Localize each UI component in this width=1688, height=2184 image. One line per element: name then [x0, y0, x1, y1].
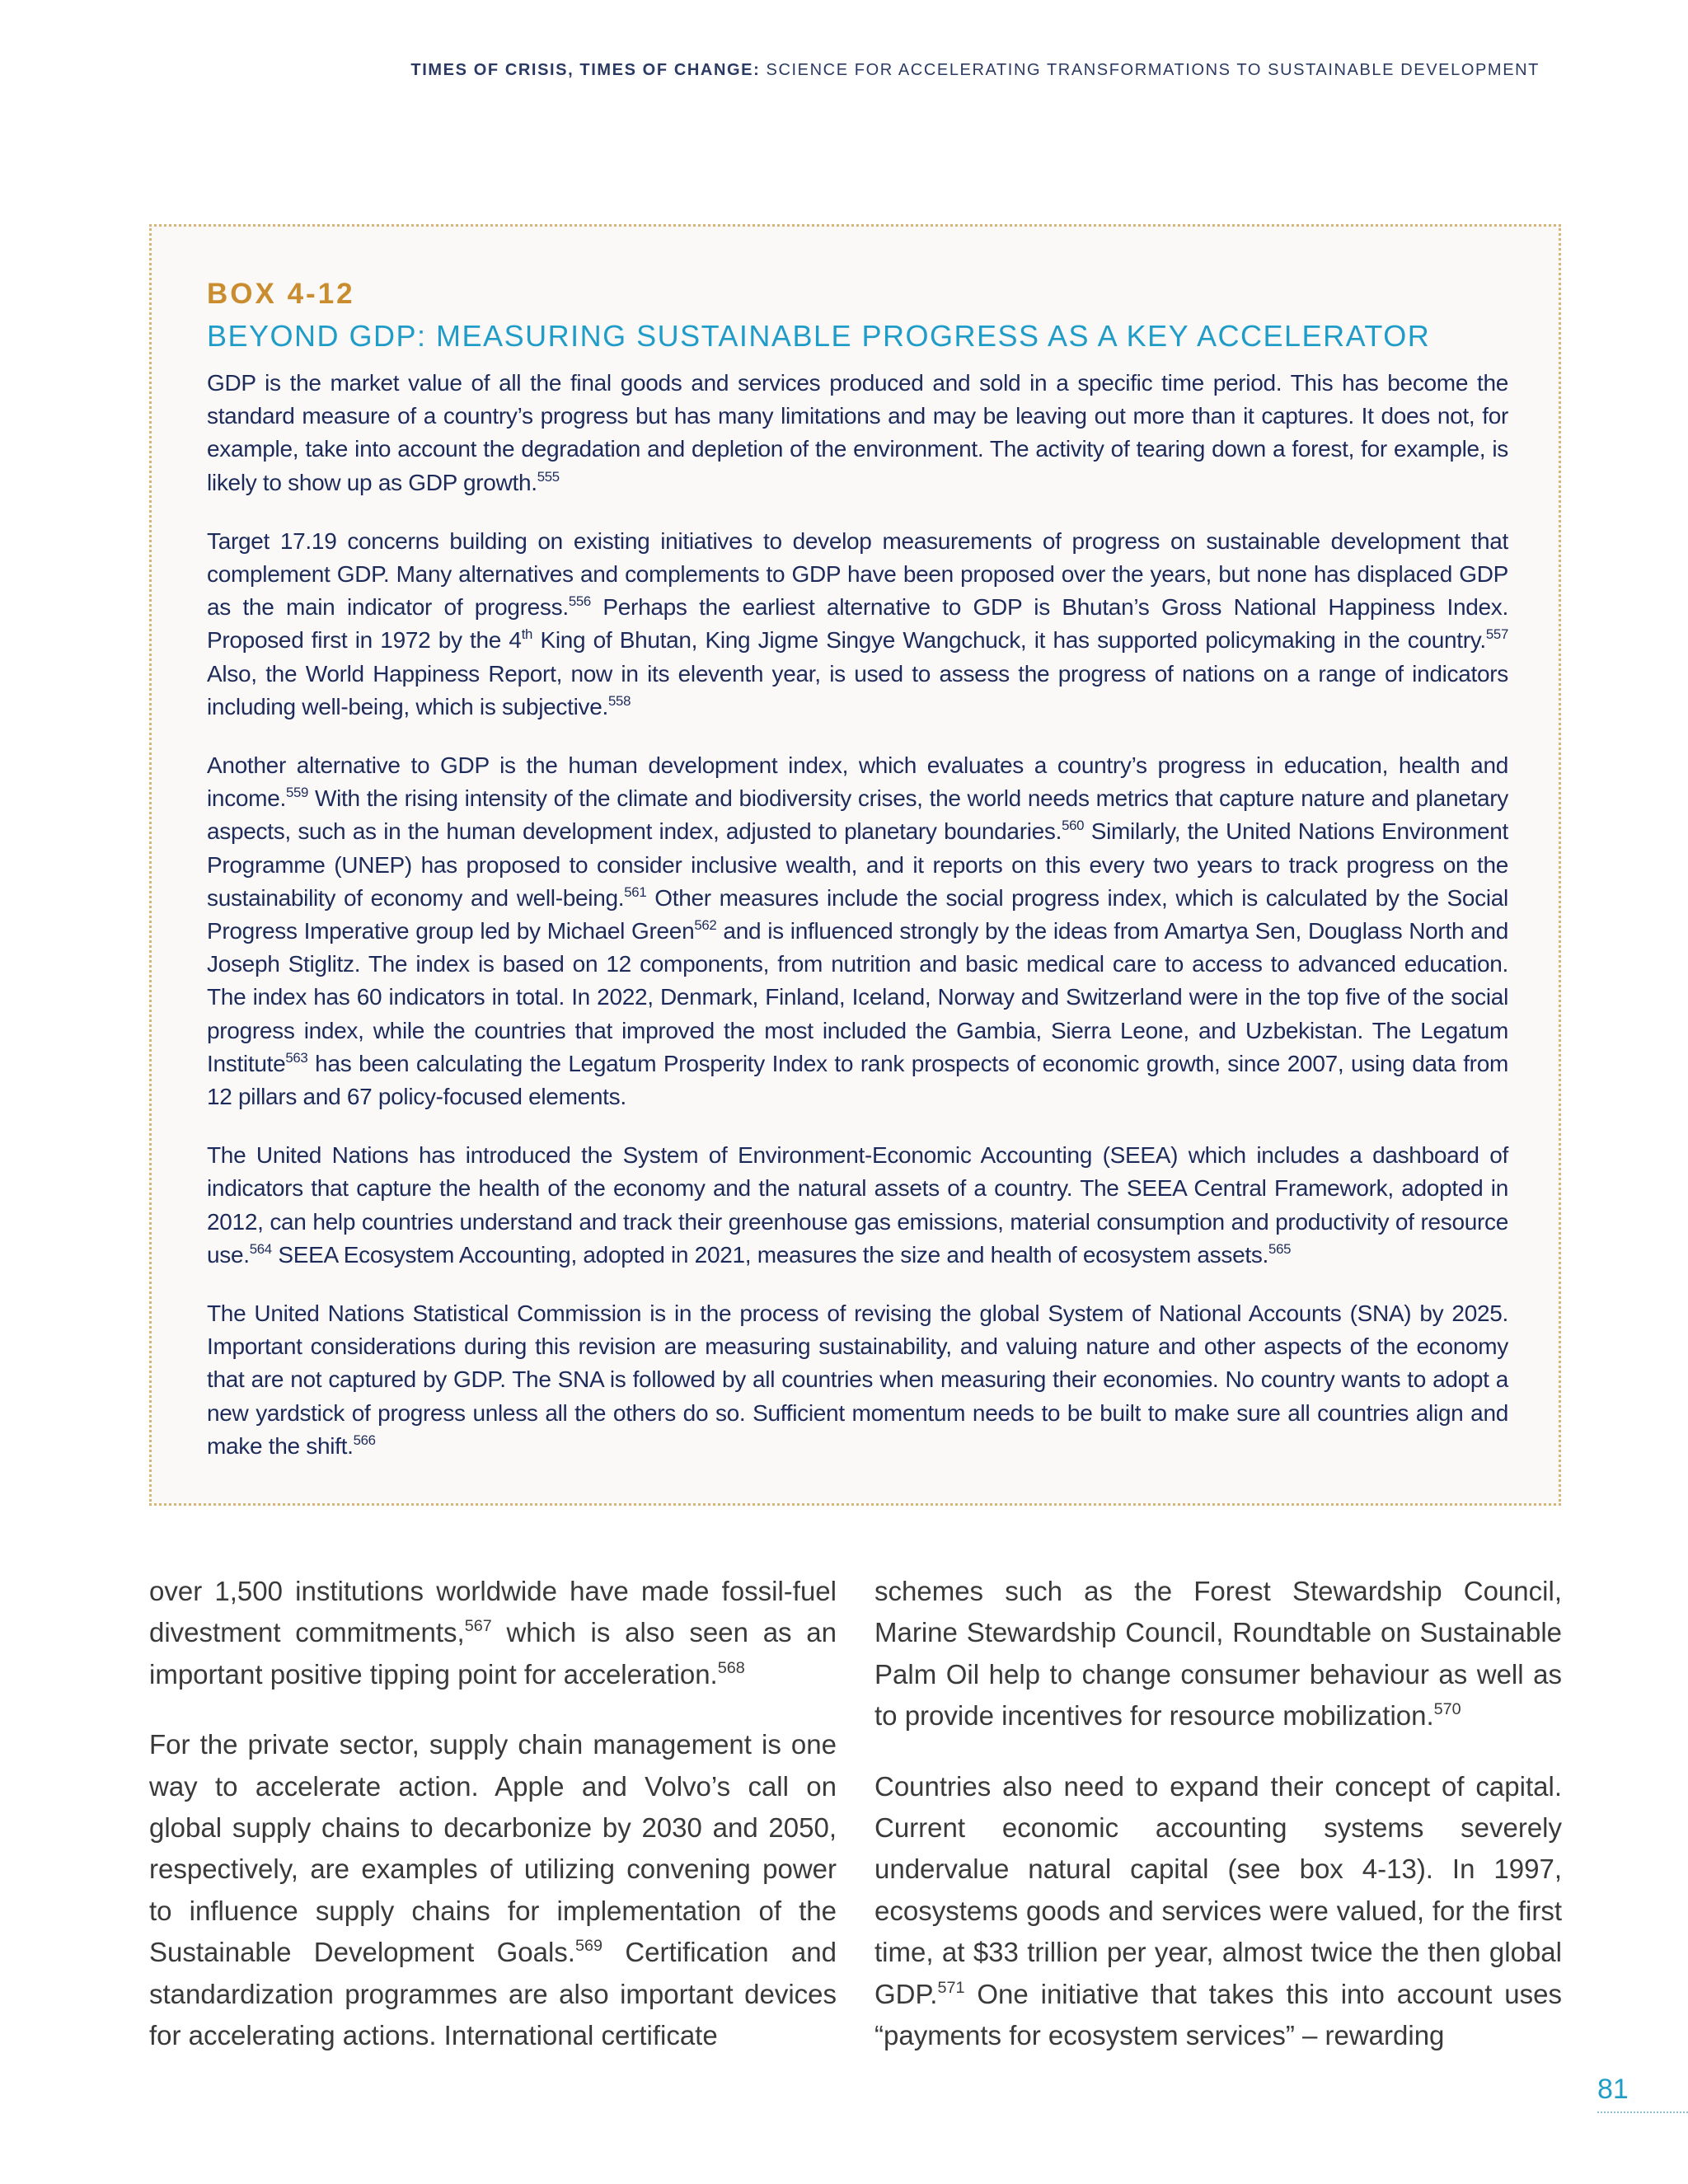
body-paragraph	[874, 1571, 1562, 1737]
paragraph-text: The United Nations has introduced the System of Environment-Economic Accounting (SEEA) which includes a dashboard of indicators that capture the health of the economy and the natural assets of a country. The SEEA Central Framework, adopted in 2012, can help countries understand and track their greenhouse gas emissions, material consumption and productivity of resource use.	[207, 1142, 1508, 1268]
page-number-rule	[1597, 2111, 1688, 2113]
paragraph-text: Countries also need to expand their concept of capital. Current economic accounting systems severely undervalue natural capital (see box 4-13). In 1997, ecosystems goods and services were valued, for the first time, at $33 trillion per year, almost twice the then global GDP.	[874, 1770, 1562, 2009]
footnote-ref: 564	[249, 1240, 272, 1257]
ordinal-suffix: th	[521, 626, 533, 643]
paragraph-text: Another alternative to GDP is the human development index, which evaluates a country’s progress in education, health and income.	[207, 752, 1508, 812]
paragraph-text: King of Bhutan, King Jigme Singye Wangchuck, it has supported policymaking in the country.	[532, 627, 1486, 654]
running-header-rest: SCIENCE FOR ACCELERATING TRANSFORMATIONS TO SUSTAINABLE DEVELOPMENT	[766, 61, 1540, 79]
box-paragraph	[207, 525, 1508, 724]
paragraph-text: With the rising intensity of the climate and biodiversity crises, the world needs metrics that capture nature and planetary aspects, such as in the human development index, adjusted to planetary boundaries.	[207, 785, 1508, 845]
box-paragraph	[207, 1297, 1508, 1463]
body-paragraph	[874, 1766, 1562, 2057]
paragraph-text: Target 17.19 concerns building on existing initiatives to develop measurements of progress on sustainable development that complement GDP. Many alternatives and complements to GDP have been proposed over the years, but none has displaced GDP as the main indicator of progress.	[207, 527, 1508, 621]
paragraph-text: Similarly, the United Nations Environment Programme (UNEP) has proposed to consider inclusive wealth, and it reports on this every two years to track progress on the sustainability of economy and well-being.	[207, 818, 1508, 911]
paragraph-text: Also, the World Happiness Report, now in its eleventh year, is used to assess the progress of nations on a range of indicators including well-being, which is subjective.	[207, 660, 1508, 719]
paragraph-text: and is influenced strongly by the ideas from Amartya Sen, Douglass North and Joseph Stiglitz. The index is based on 12 components, from nutrition and basic medical care to access to advanced education. The index has 60 indicators in total. In 2022, Denmark, Finland, Iceland, Norway and Switzerland were in the top five of the social progress index, while the countries that improved the most included the Gambia, Sierra Leone, and Uzbekistan. The Legatum Institute	[207, 918, 1508, 1076]
footnote-ref: 571	[937, 1978, 965, 1997]
paragraph-text: One initiative that takes this into account uses “payments for ecosystem services” – rewarding	[874, 1978, 1562, 2051]
box-4-12	[149, 224, 1561, 1506]
body-paragraph	[149, 1724, 837, 2056]
box-paragraph	[207, 749, 1508, 1113]
paragraph-text: For the private sector, supply chain management is one way to accelerate action. Apple and Volvo’s call on global supply chains to decarbonize by 2030 and 2050, respectively, are examples of utilizing convening power to influence supply chains for implementation of the Sustainable Development Goals.	[149, 1729, 837, 1968]
paragraph-text: Other measures include the social progress index, which is calculated by the Social Progress Imperative group led by Michael Green	[207, 884, 1508, 944]
body-paragraph	[149, 1571, 837, 1695]
footnote-ref: 569	[574, 1937, 603, 1956]
paragraph-text: Perhaps the earliest alternative to GDP is Bhutan’s Gross National Happiness Index. Proposed first in 1972 by the 4	[207, 594, 1508, 654]
footnote-ref: 561	[624, 883, 647, 900]
paragraph-text: SEEA Ecosystem Accounting, adopted in 2021, measures the size and health of ecosystem assets.	[271, 1241, 1269, 1268]
right-column	[874, 1571, 1562, 2085]
footnote-ref: 557	[1485, 626, 1508, 643]
paragraph-text: over 1,500 institutions worldwide have made fossil-fuel divestment commitments,	[149, 1576, 837, 1648]
footnote-ref: 568	[717, 1658, 745, 1677]
running-header	[410, 61, 1540, 80]
box-body	[207, 367, 1508, 1488]
paragraph-text: GDP is the market value of all the final goods and services produced and sold in a specific time period. This has become the standard measure of a country’s progress but has many limitations and may be leaving out more than it captures. It does not, for example, take into account the degradation and depletion of the environment. The activity of tearing down a forest, for example, is likely to show up as GDP growth.	[207, 370, 1508, 495]
footnote-ref: 559	[285, 785, 309, 801]
footnote-ref: 566	[353, 1432, 376, 1448]
box-title: BEYOND GDP: MEASURING SUSTAINABLE PROGRESS AS A KEY ACCELERATOR	[207, 319, 1431, 353]
paragraph-text: has been calculating the Legatum Prosperity Index to rank prospects of economic growth, since 2007, using data from 12 pillars and 67 policy-focused elements.	[207, 1050, 1508, 1110]
footnote-ref: 555	[537, 468, 560, 485]
running-header-bold: TIMES OF CRISIS, TIMES OF CHANGE:	[410, 61, 761, 79]
paragraph-text: Certification and standardization programmes are also important devices for accelerating actions. International certificate	[149, 1937, 837, 2051]
page-number: 81	[1597, 2074, 1629, 2105]
footnote-ref: 570	[1433, 1700, 1461, 1719]
footnote-ref: 556	[568, 593, 591, 610]
left-column	[149, 1571, 837, 2085]
paragraph-text: The United Nations Statistical Commission is in the process of revising the global System of National Accounts (SNA) by 2025. Important considerations during this revision are measuring sustainability, and valuing nature and other aspects of the economy that are not captured by GDP. The SNA is followed by all countries when measuring their economies. No country wants to adopt a new yardstick of progress unless all the others do so. Sufficient momentum needs to be built to make sure all countries align and make the shift.	[207, 1301, 1508, 1459]
box-label: BOX 4-12	[207, 278, 355, 310]
footnote-ref: 567	[464, 1617, 492, 1636]
box-paragraph	[207, 367, 1508, 499]
footnote-ref: 562	[694, 917, 717, 934]
paragraph-text: which is also seen as an important positive tipping point for acceleration.	[149, 1617, 837, 1690]
footnote-ref: 565	[1268, 1240, 1292, 1257]
paragraph-text: schemes such as the Forest Stewardship Council, Marine Stewardship Council, Roundtable on Sustainable Palm Oil help to change consumer behaviour as well as to provide incentives for resource mobilization.	[874, 1576, 1562, 1732]
box-paragraph	[207, 1139, 1508, 1272]
footnote-ref: 563	[285, 1049, 308, 1066]
footnote-ref: 558	[608, 692, 631, 709]
footnote-ref: 560	[1062, 818, 1085, 834]
